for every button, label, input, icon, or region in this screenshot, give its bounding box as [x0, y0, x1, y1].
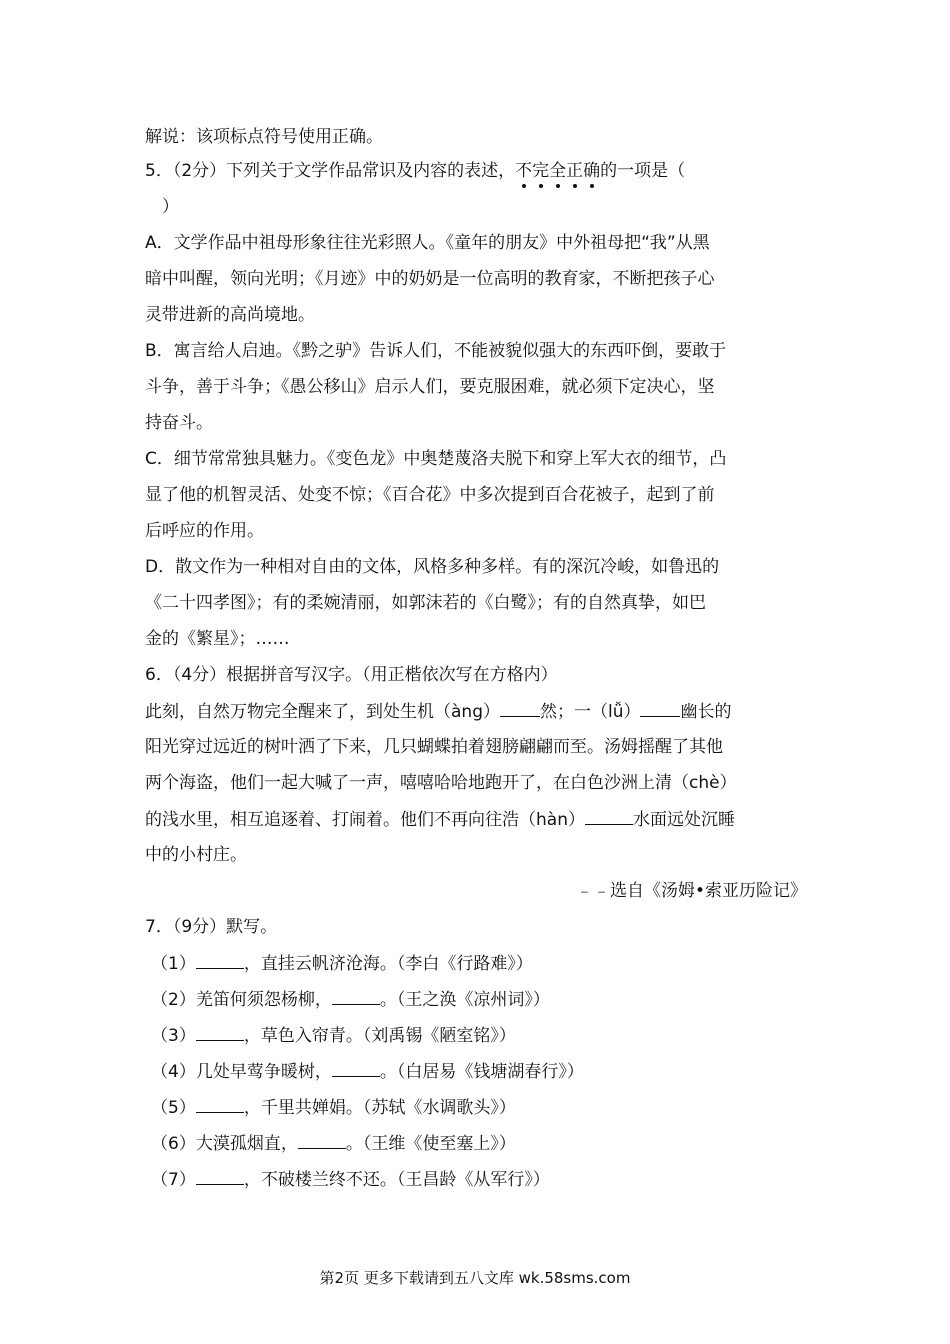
q5-option-c-line3: 后呼应的作用。 — [145, 521, 264, 541]
answer-blank[interactable] — [500, 700, 540, 717]
emphasis-char: 确 — [583, 161, 601, 181]
answer-blank[interactable] — [640, 700, 680, 717]
recite-text: 。（白居易《钱塘湖春行》） — [379, 1062, 584, 1082]
recite-text: ，千里共婵娟。（苏轼《水调歌头》） — [243, 1098, 516, 1118]
recite-item — [151, 1132, 516, 1155]
emphasis-char: 正 — [566, 161, 584, 181]
recite-text: ，不破楼兰终不还。（王昌龄《从军行》） — [243, 1170, 550, 1190]
passage-text: 此刻，自然万物完全醒来了，到处生机（àng） — [145, 702, 500, 722]
recite-text: （6）大漠孤烟直， — [151, 1134, 298, 1154]
q5-option-d-line2: 《二十四孝图》；有的柔婉清丽，如郭沫若的《白鹭》；有的自然真挚，如巴 — [145, 593, 706, 613]
page-footer: 第2页 更多下载请到五八文库 wk.58sms.com — [319, 1269, 631, 1287]
q6-passage-line1 — [145, 700, 731, 723]
emphasis-char: 不 — [515, 161, 533, 181]
answer-blank[interactable] — [196, 952, 244, 969]
q5-option-c-line2: 显了他的机智灵活、处变不惊；《百合花》中多次提到百合花被子，起到了前 — [145, 485, 715, 505]
q4-explanation: 解说：该项标点符号使用正确。 — [145, 127, 383, 147]
answer-blank[interactable] — [332, 988, 380, 1005]
recite-text: ，直挂云帆济沧海。（李白《行路难》） — [243, 954, 533, 974]
q6-stem: 6．（4分）根据拼音写汉字。（用正楷依次写在方格内） — [145, 665, 558, 685]
q6-passage-line4 — [145, 808, 735, 831]
q5-option-b-line3: 持奋斗。 — [145, 413, 213, 433]
q7-stem: 7．（9分）默写。 — [145, 917, 278, 937]
q6-passage-line5: 中的小村庄。 — [145, 845, 247, 865]
q5-option-a-line1: A．文学作品中祖母形象往往光彩照人。《童年的朋友》中外祖母把“我”从黑 — [145, 233, 710, 253]
recite-text: （2）羌笛何须怨杨柳， — [151, 990, 332, 1010]
recite-item — [151, 1168, 550, 1191]
q5-stem — [145, 160, 685, 182]
q5-option-b-line2: 斗争，善于斗争；《愚公移山》启示人们，要克服困难，就必须下定决心，坚 — [145, 377, 715, 397]
q5-stem-tail: 的一项是（ — [600, 161, 686, 181]
passage-text: 水面远处沉睡 — [632, 810, 735, 830]
recite-item — [151, 988, 550, 1011]
recite-item — [151, 1060, 584, 1083]
q5-option-a-line2: 暗中叫醒，领向光明；《月迹》中的奶奶是一位高明的教育家，不断把孩子心 — [145, 269, 715, 289]
passage-text: 幽长的 — [680, 702, 732, 722]
q5-option-d-line3: 金的《繁星》；…… — [145, 629, 290, 649]
recite-text: （3） — [151, 1026, 196, 1046]
emphasis-char: 完 — [532, 161, 550, 181]
recite-text: 。（王之涣《凉州词》） — [379, 990, 550, 1010]
passage-text: 然；一（lǚ） — [539, 702, 641, 722]
q5-close-paren: ） — [162, 197, 179, 217]
recite-text: （7） — [151, 1170, 196, 1190]
q6-source: ﹣﹣选自《汤姆•索亚历险记》 — [575, 881, 807, 901]
recite-item — [151, 1096, 516, 1119]
q5-stem-text: 5．（2分）下列关于文学作品常识及内容的表述， — [145, 161, 516, 181]
recite-text: 。（王维《使至塞上》） — [345, 1134, 516, 1154]
answer-blank[interactable] — [196, 1168, 244, 1185]
answer-blank[interactable] — [196, 1096, 244, 1113]
answer-blank[interactable] — [585, 808, 633, 825]
q5-option-d-line1: D．散文作为一种相对自由的文体，风格多种多样。有的深沉冷峻，如鲁迅的 — [145, 557, 720, 577]
recite-text: （1） — [151, 954, 196, 974]
recite-item — [151, 1024, 516, 1047]
q6-passage-line2: 阳光穿过远近的树叶洒了下来，几只蝴蝶拍着翅膀翩翩而至。汤姆摇醒了其他 — [145, 737, 723, 757]
q6-passage-line3: 两个海盗，他们一起大喊了一声，嘻嘻哈哈地跑开了，在白色沙洲上清（chè） — [145, 773, 737, 793]
recite-item — [151, 952, 533, 975]
answer-blank[interactable] — [196, 1024, 244, 1041]
passage-text: 的浅水里，相互追逐着、打闹着。他们不再向往浩（hàn） — [145, 810, 585, 830]
emphasis-char: 全 — [549, 161, 567, 181]
q5-option-b-line1: B．寓言给人启迪。《黔之驴》告诉人们，不能被貌似强大的东西吓倒，要敢于 — [145, 341, 727, 361]
answer-blank[interactable] — [298, 1132, 346, 1149]
answer-blank[interactable] — [332, 1060, 380, 1077]
recite-text: （4）几处早莺争暖树， — [151, 1062, 332, 1082]
recite-text: （5） — [151, 1098, 196, 1118]
q5-option-a-line3: 灵带进新的高尚境地。 — [145, 305, 315, 325]
q5-option-c-line1: C．细节常常独具魅力。《变色龙》中奥楚蔑洛夫脱下和穿上军大衣的细节，凸 — [145, 449, 727, 469]
recite-text: ，草色入帘青。（刘禹锡《陋室铭》） — [243, 1026, 516, 1046]
